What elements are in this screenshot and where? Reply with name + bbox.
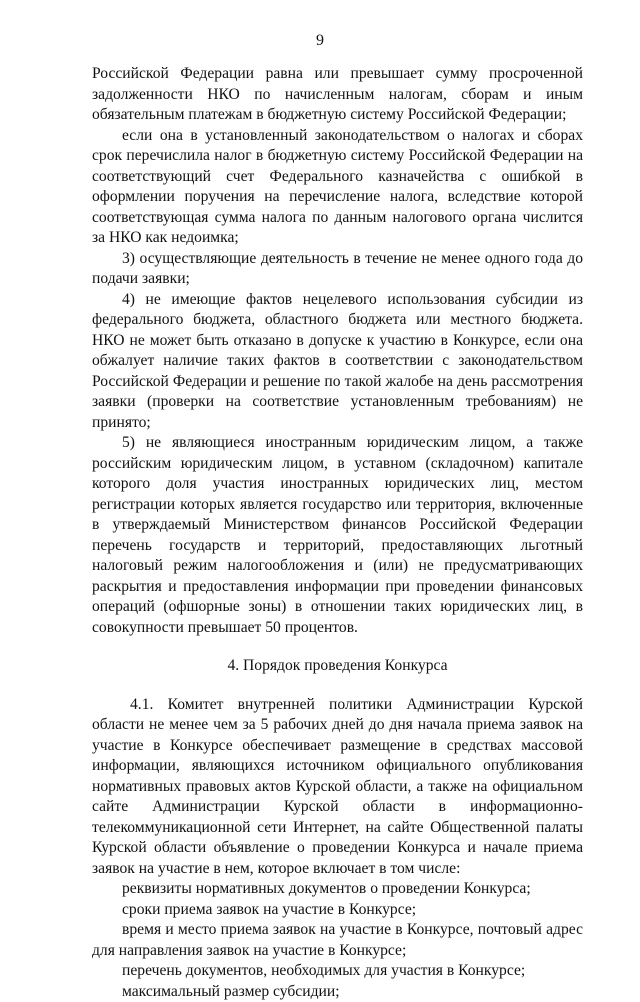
announcement-item: сроки приема заявок на участие в Конкурсе; [92, 900, 583, 921]
clause-4-1: 4.1. Комитет внутренней политики Администрации Курской области не менее чем за 5 рабочих дней до дня начала приема заявок на участие в Конкурсе обеспечивает размещение в средствах массовой информации, являющихся источником официального опубликования нормативных правовых актов Курской области, а также на официальном сайте Администрации Курской области в информационно-телекоммуникационной сети Интернет, на сайте Общественной палаты Курской области объявление о проведении Конкурса и начале приема заявок на участие в нем, которое включает в том числе: [92, 695, 583, 880]
paragraph: если она в установленный законодательством о налогах и сборах срок перечислила налог в бюджетную систему Российской Федерации на соответствующий счет Федерального казначейства с ошибкой в оформлении поручения на перечисление налога, вследствие которой соответствующая сумма налога по данным налогового органа числится за НКО как недоимка; [92, 126, 583, 249]
list-item-4: 4) не имеющие фактов нецелевого использования субсидии из федерального бюджета, областного бюджета или местного бюджета. НКО не может быть отказано в допуске к участию в Конкурсе, если она обжалует наличие таких фактов в соответствии с законодательством Российской Федерации и решение по такой жалобе на день рассмотрения заявки (проверки на соответствие установленным требованиям) не принято; [92, 290, 583, 434]
list-item-3: 3) осуществляющие деятельность в течение не менее одного года до подачи заявки; [92, 249, 583, 290]
announcement-item: максимальный размер субсидии; [92, 982, 583, 1002]
announcement-item: реквизиты нормативных документов о проведении Конкурса; [92, 879, 583, 900]
section-heading: 4. Порядок проведения Конкурса [92, 656, 583, 677]
paragraph: Российской Федерации равна или превышает сумму просроченной задолженности НКО по начисленным налогам, сборам и иным обязательным платежам в бюджетную систему Российской Федерации; [92, 64, 583, 126]
announcement-item: время и место приема заявок на участие в Конкурсе, почтовый адрес для направления заявок на участие в Конкурсе; [92, 920, 583, 961]
list-item-5: 5) не являющиеся иностранным юридическим лицом, а также российским юридическим лицом, в уставном (складочном) капитале которого доля участия иностранных юридических лиц, местом регистрации которых является государство или территория, включенные в утверждаемый Министерством финансов Российской Федерации перечень государств и территорий, предоставляющих льготный налоговый режим налогообложения и (или) не предусматривающих раскрытия и предоставления информации при проведении финансовых операций (офшорные зоны) в отношении таких юридических лиц, в совокупности превышает 50 процентов. [92, 433, 583, 638]
page-number: 9 [0, 32, 640, 50]
announcement-item: перечень документов, необходимых для участия в Конкурсе; [92, 961, 583, 982]
document-body [92, 64, 583, 1002]
